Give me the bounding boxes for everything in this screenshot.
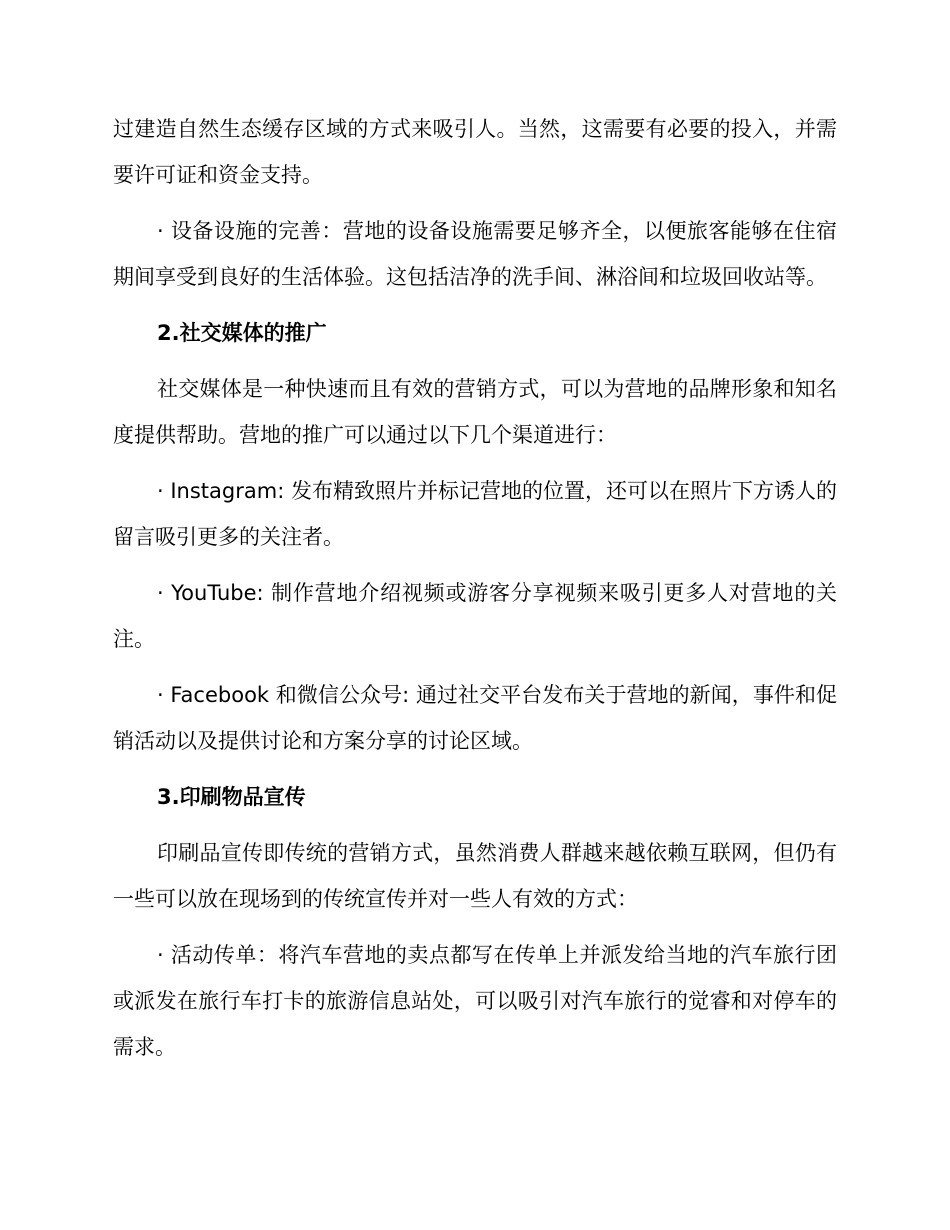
bullet-facilities: · 设备设施的完善：营地的设备设施需要足够齐全，以便旅客能够在住宿期间享受到良好的生活体验。这包括洁净的洗手间、淋浴间和垃圾回收站等。: [113, 219, 837, 289]
bullet-instagram: · Instagram: 发布精致照片并标记营地的位置，还可以在照片下方诱人的留言吸引更多的关注者。: [113, 479, 837, 549]
paragraph-social-media-intro: 社交媒体是一种快速而且有效的营销方式，可以为营地的品牌形象和知名度提供帮助。营地的推广可以通过以下几个渠道进行：: [113, 377, 837, 447]
paragraph-print-intro: 印刷品宣传即传统的营销方式，虽然消费人群越来越依赖互联网，但仍有一些可以放在现场到的传统宣传并对一些人有效的方式：: [113, 841, 837, 911]
document-body: [113, 106, 837, 1080]
paragraph-continued: 过建造自然生态缓存区域的方式来吸引人。当然，这需要有必要的投入，并需要许可证和资金支持。: [113, 117, 837, 187]
bullet-facebook-wechat: · Facebook 和微信公众号: 通过社交平台发布关于营地的新闻，事件和促销活动以及提供讨论和方案分享的讨论区域。: [113, 683, 837, 753]
section-heading-social-media: 2.社交媒体的推广: [157, 321, 327, 345]
bullet-flyers: · 活动传单：将汽车营地的卖点都写在传单上并派发给当地的汽车旅行团或派发在旅行车打卡的旅游信息站处，可以吸引对汽车旅行的觉睿和对停车的需求。: [113, 943, 837, 1059]
bullet-youtube: · YouTube: 制作营地介绍视频或游客分享视频来吸引更多人对营地的关注。: [113, 581, 837, 651]
section-heading-print: 3.印刷物品宣传: [157, 785, 306, 809]
